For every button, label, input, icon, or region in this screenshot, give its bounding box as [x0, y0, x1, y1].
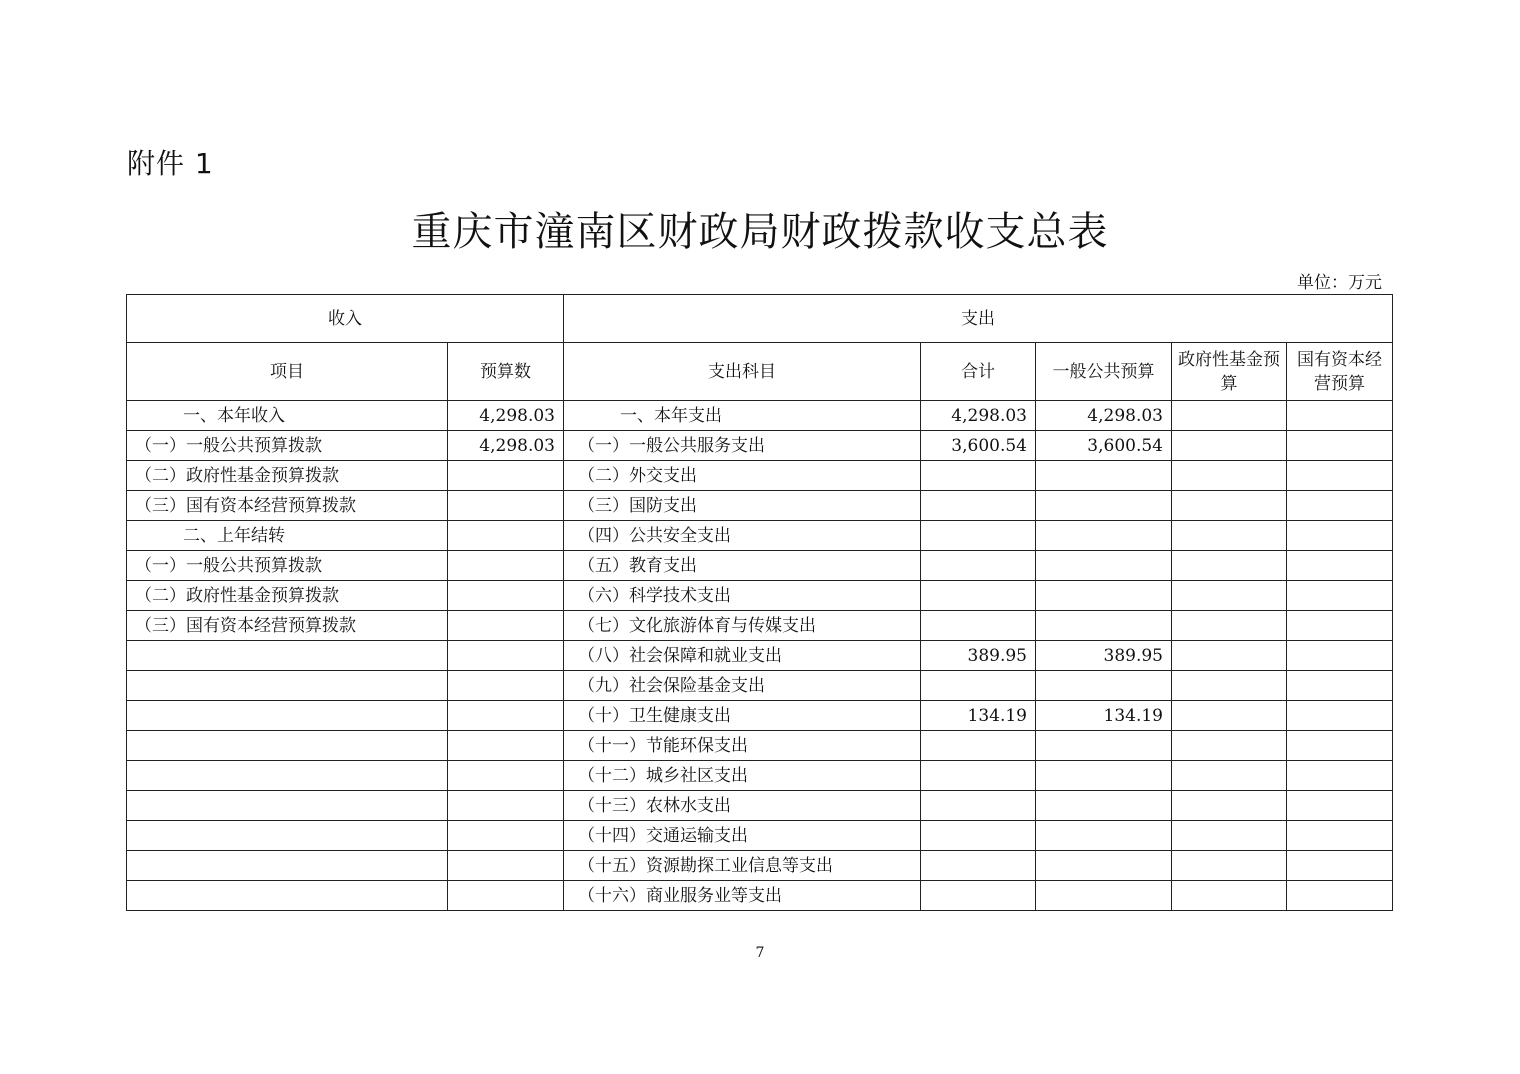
- table-cell: [921, 731, 1036, 761]
- table-cell: （三）国有资本经营预算拨款: [127, 611, 448, 641]
- table-cell: [448, 611, 564, 641]
- table-cell: [1172, 881, 1287, 911]
- table-cell: [448, 491, 564, 521]
- table-cell: [1036, 761, 1172, 791]
- table-cell: （十）卫生健康支出: [564, 701, 921, 731]
- table-cell: [448, 821, 564, 851]
- table-cell: [448, 521, 564, 551]
- table-cell: [1036, 821, 1172, 851]
- table-cell: [1287, 701, 1393, 731]
- table-cell: （十四）交通运输支出: [564, 821, 921, 851]
- table-cell: 4,298.03: [448, 431, 564, 461]
- table-cell: （二）政府性基金预算拨款: [127, 461, 448, 491]
- table-row: [127, 791, 1393, 821]
- unit-label: 单位：万元: [1297, 273, 1382, 293]
- table-row: [127, 851, 1393, 881]
- table-cell: [448, 881, 564, 911]
- table-cell: [1172, 611, 1287, 641]
- table-cell: （十一）节能环保支出: [564, 731, 921, 761]
- table-cell: [1287, 821, 1393, 851]
- table-cell: 389.95: [921, 641, 1036, 671]
- table-cell: [1172, 551, 1287, 581]
- column-header: 一般公共预算: [1036, 343, 1172, 401]
- table-cell: [921, 671, 1036, 701]
- table-cell: [1172, 671, 1287, 701]
- table-cell: [127, 821, 448, 851]
- table-cell: [1036, 551, 1172, 581]
- table-cell: [1287, 521, 1393, 551]
- table-cell: [1287, 761, 1393, 791]
- table-cell: [921, 791, 1036, 821]
- table-row: [127, 431, 1393, 461]
- table-cell: 134.19: [921, 701, 1036, 731]
- table-cell: （八）社会保障和就业支出: [564, 641, 921, 671]
- table-row: [127, 701, 1393, 731]
- table-cell: [1287, 731, 1393, 761]
- table-cell: 二、上年结转: [127, 521, 448, 551]
- table-cell: [448, 671, 564, 701]
- table-cell: [921, 551, 1036, 581]
- table-cell: [1036, 461, 1172, 491]
- budget-summary-table: [126, 294, 1393, 911]
- table-cell: （三）国防支出: [564, 491, 921, 521]
- table-cell: （五）教育支出: [564, 551, 921, 581]
- table-cell: [448, 461, 564, 491]
- table-cell: [921, 521, 1036, 551]
- table-cell: 4,298.03: [448, 401, 564, 431]
- table-cell: 4,298.03: [921, 401, 1036, 431]
- table-cell: [1036, 851, 1172, 881]
- table-cell: （三）国有资本经营预算拨款: [127, 491, 448, 521]
- column-header: 政府性基金预算: [1172, 343, 1287, 401]
- table-cell: [127, 761, 448, 791]
- table-cell: [448, 551, 564, 581]
- table-cell: [1036, 581, 1172, 611]
- table-cell: 一、本年支出: [564, 401, 921, 431]
- table-cell: [921, 881, 1036, 911]
- table-cell: [1172, 641, 1287, 671]
- table-cell: 3,600.54: [1036, 431, 1172, 461]
- column-header: 项目: [127, 343, 448, 401]
- page-title: 重庆市潼南区财政局财政拨款收支总表: [411, 209, 1109, 255]
- table-cell: [921, 611, 1036, 641]
- table-cell: [127, 641, 448, 671]
- table-cell: （一）一般公共预算拨款: [127, 551, 448, 581]
- table-cell: （四）公共安全支出: [564, 521, 921, 551]
- table-cell: （一）一般公共服务支出: [564, 431, 921, 461]
- table-row: [127, 491, 1393, 521]
- table-cell: 134.19: [1036, 701, 1172, 731]
- table-cell: [1172, 461, 1287, 491]
- table-cell: 一、本年收入: [127, 401, 448, 431]
- table-cell: （九）社会保险基金支出: [564, 671, 921, 701]
- table-cell: （十二）城乡社区支出: [564, 761, 921, 791]
- table-row: [127, 821, 1393, 851]
- table-cell: [448, 791, 564, 821]
- table-cell: [448, 701, 564, 731]
- table-cell: [1287, 401, 1393, 431]
- table-cell: [1172, 851, 1287, 881]
- column-header-row: [127, 343, 1393, 401]
- table-cell: [1172, 581, 1287, 611]
- table-cell: [1287, 431, 1393, 461]
- table-cell: [1287, 881, 1393, 911]
- table-cell: 4,298.03: [1036, 401, 1172, 431]
- table-cell: [127, 791, 448, 821]
- table-cell: （十三）农林水支出: [564, 791, 921, 821]
- table-cell: [1036, 491, 1172, 521]
- table-cell: [1287, 641, 1393, 671]
- table-cell: [448, 851, 564, 881]
- table-row: [127, 521, 1393, 551]
- table-cell: [127, 671, 448, 701]
- table-cell: [1036, 611, 1172, 641]
- table-cell: [1287, 581, 1393, 611]
- table-cell: [127, 701, 448, 731]
- table-cell: [1172, 761, 1287, 791]
- table-cell: [921, 491, 1036, 521]
- table-cell: [1036, 671, 1172, 701]
- table-cell: [1036, 731, 1172, 761]
- table-cell: [1287, 611, 1393, 641]
- expense-group-header: 支出: [564, 295, 1393, 343]
- table-cell: [127, 881, 448, 911]
- table-cell: 389.95: [1036, 641, 1172, 671]
- table-cell: [1172, 791, 1287, 821]
- table-row: [127, 641, 1393, 671]
- table-cell: （六）科学技术支出: [564, 581, 921, 611]
- table-row: [127, 731, 1393, 761]
- table-cell: [448, 581, 564, 611]
- table-row: [127, 461, 1393, 491]
- table-cell: [921, 461, 1036, 491]
- table-cell: [921, 761, 1036, 791]
- table-cell: [921, 581, 1036, 611]
- table-row: [127, 401, 1393, 431]
- table-cell: [1172, 521, 1287, 551]
- table-row: [127, 671, 1393, 701]
- income-group-header: 收入: [127, 295, 564, 343]
- table-cell: （七）文化旅游体育与传媒支出: [564, 611, 921, 641]
- table-cell: [1287, 551, 1393, 581]
- table-cell: [1287, 851, 1393, 881]
- table-cell: [1172, 701, 1287, 731]
- column-header: 支出科目: [564, 343, 921, 401]
- column-header: 合计: [921, 343, 1036, 401]
- table-cell: （十五）资源勘探工业信息等支出: [564, 851, 921, 881]
- table-cell: [1172, 491, 1287, 521]
- table-cell: （一）一般公共预算拨款: [127, 431, 448, 461]
- table-cell: [921, 851, 1036, 881]
- table-cell: （二）政府性基金预算拨款: [127, 581, 448, 611]
- table-row: [127, 881, 1393, 911]
- table-cell: [1287, 791, 1393, 821]
- table-cell: [1172, 821, 1287, 851]
- table-cell: [127, 731, 448, 761]
- table-cell: [448, 761, 564, 791]
- attachment-label: 附件 1: [127, 147, 214, 180]
- table-cell: [1036, 791, 1172, 821]
- table-row: [127, 581, 1393, 611]
- table-cell: [1036, 521, 1172, 551]
- group-header-row: [127, 295, 1393, 343]
- table-cell: （二）外交支出: [564, 461, 921, 491]
- table-cell: [448, 641, 564, 671]
- table-row: [127, 551, 1393, 581]
- table-row: [127, 611, 1393, 641]
- table-cell: [127, 851, 448, 881]
- column-header: 预算数: [448, 343, 564, 401]
- table-cell: [1172, 431, 1287, 461]
- table-cell: [448, 731, 564, 761]
- table-cell: （十六）商业服务业等支出: [564, 881, 921, 911]
- page-number: 7: [755, 945, 765, 961]
- table-cell: [1287, 461, 1393, 491]
- table-cell: 3,600.54: [921, 431, 1036, 461]
- table-cell: [1287, 671, 1393, 701]
- table-cell: [1172, 731, 1287, 761]
- table-cell: [1036, 881, 1172, 911]
- table-row: [127, 761, 1393, 791]
- table-cell: [1287, 491, 1393, 521]
- column-header: 国有资本经营预算: [1287, 343, 1393, 401]
- table-cell: [1172, 401, 1287, 431]
- table-cell: [921, 821, 1036, 851]
